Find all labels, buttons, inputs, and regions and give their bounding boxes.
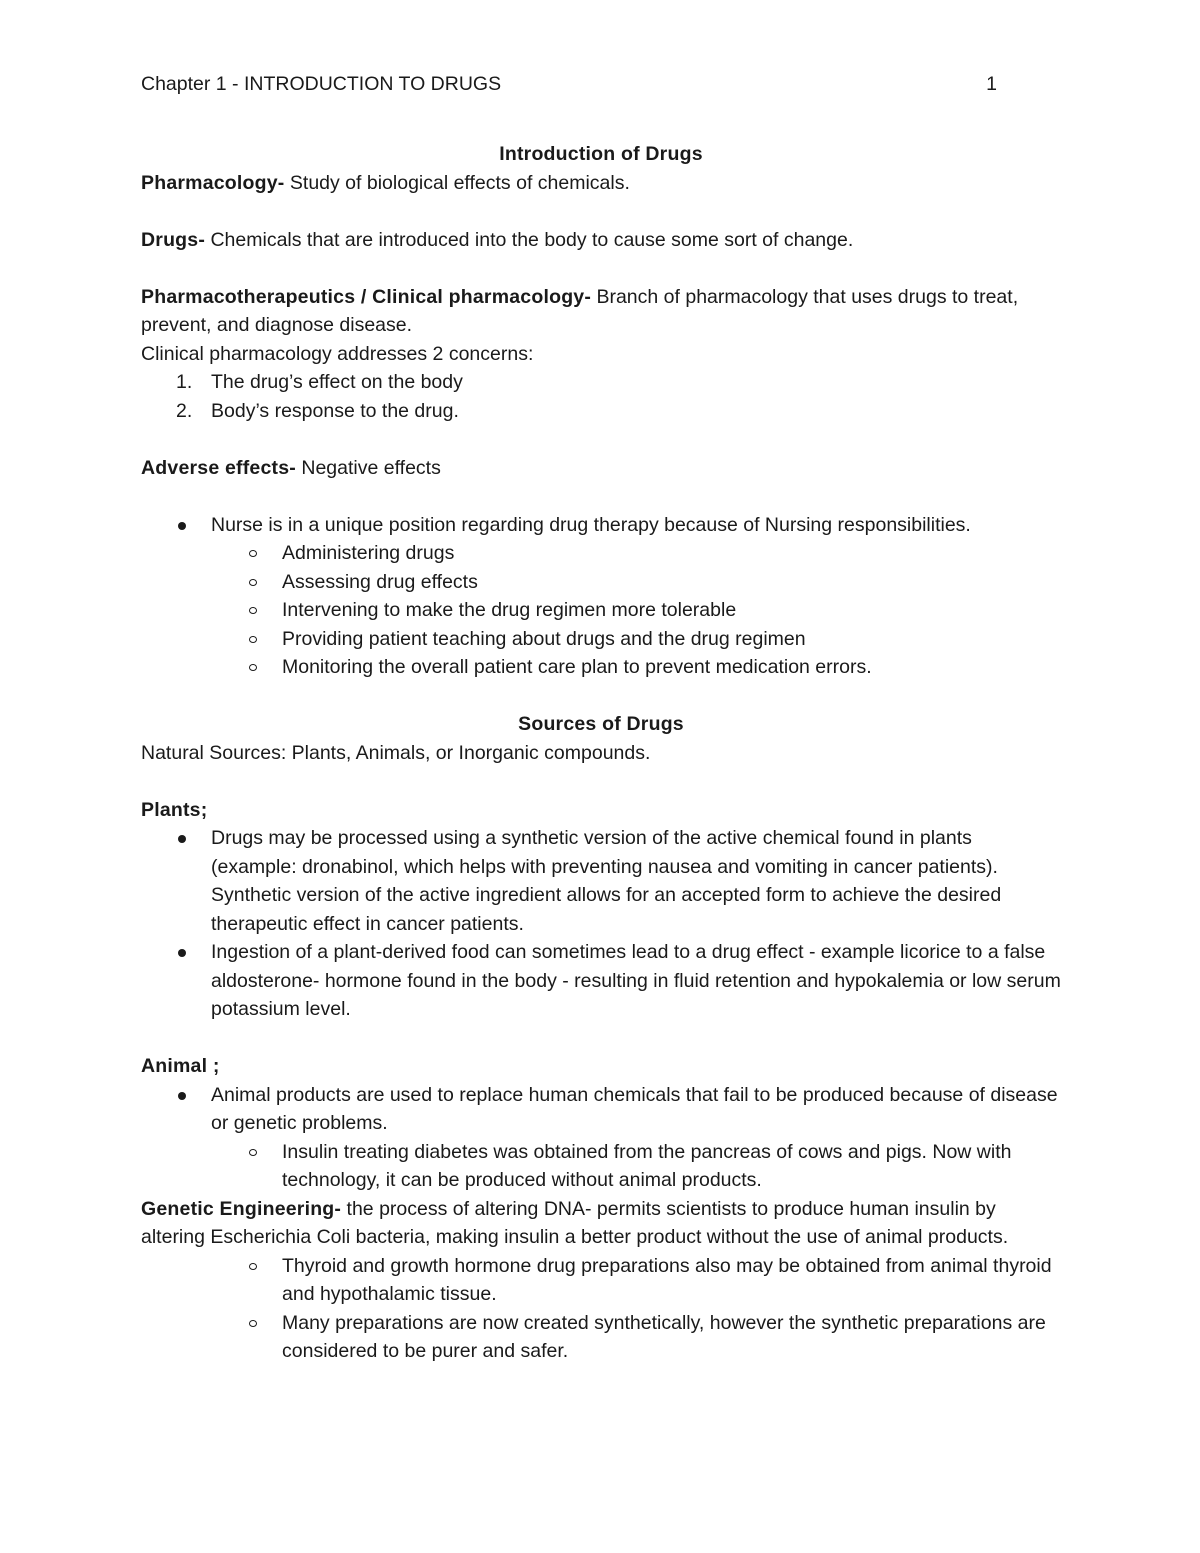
chapter-title: Chapter 1 - INTRODUCTION TO DRUGS: [141, 73, 502, 95]
circle-bullet-icon: [249, 636, 257, 643]
circle-bullet-icon: [249, 1149, 257, 1156]
term: Adverse effects-: [141, 456, 296, 479]
list-item: Administering drugs: [141, 539, 1061, 568]
list-item: Nurse is in a unique position regarding drug therapy because of Nursing responsibilities.: [141, 511, 1061, 540]
term: Genetic Engineering-: [141, 1197, 342, 1220]
natural-sources: Natural Sources: Plants, Animals, or Inorganic compounds.: [141, 741, 651, 764]
page-header: [141, 70, 997, 98]
list-item: Monitoring the overall patient care plan to prevent medication errors.: [141, 653, 1061, 682]
list-item: 2. Body’s response to the drug.: [176, 399, 459, 422]
definition-genetic-engineering: Genetic Engineering- the process of altering DNA- permits scientists to produce human insulin by altering Escherichia Coli bacteria, making insulin a better product without the use of animal products.: [141, 1197, 1009, 1248]
circle-bullet-icon: [249, 550, 257, 557]
animal-heading: Animal ;: [141, 1055, 220, 1077]
genetic-list: [141, 1252, 1061, 1366]
list-item: Insulin treating diabetes was obtained from the pancreas of cows and pigs. Now with technology, it can be produced without animal products.: [141, 1138, 1061, 1195]
document-body: [141, 140, 1061, 1366]
animal-list: [141, 1081, 1061, 1195]
definition-pharmacology: Pharmacology- Study of biological effects of chemicals.: [141, 171, 630, 194]
section-title-sources: Sources of Drugs: [518, 713, 684, 735]
list-item: Animal products are used to replace human chemicals that fail to be produced because of disease or genetic problems.: [141, 1081, 1061, 1138]
list-item: Intervening to make the drug regimen more tolerable: [141, 596, 1061, 625]
list-item: Providing patient teaching about drugs and the drug regimen: [141, 625, 1061, 654]
bullet-icon: [178, 835, 186, 843]
nurse-list: [141, 511, 1061, 682]
definition-pharmacotherapeutics: Pharmacotherapeutics / Clinical pharmacology- Branch of pharmacology that uses drugs to treat, prevent, and diagnose disease.: [141, 285, 1019, 336]
bullet-icon: [178, 949, 186, 957]
term: Pharmacology-: [141, 171, 285, 194]
bullet-icon: [178, 522, 186, 530]
clinical-concerns-intro: Clinical pharmacology addresses 2 concerns:: [141, 342, 534, 365]
page-number: 1: [986, 73, 997, 95]
list-item: Ingestion of a plant-derived food can sometimes lead to a drug effect - example licorice to a false aldosterone- hormone found in the body - resulting in fluid retention and hypokalemia or low serum potassium level.: [141, 938, 1061, 1024]
circle-bullet-icon: [249, 1320, 257, 1327]
term: Drugs-: [141, 228, 206, 251]
plants-list: [141, 824, 1061, 1024]
section-title-introduction: Introduction of Drugs: [499, 143, 703, 165]
definition-adverse-effects: Adverse effects- Negative effects: [141, 456, 441, 479]
term: Pharmacotherapeutics / Clinical pharmacology-: [141, 285, 592, 308]
list-item: 1. The drug’s effect on the body: [176, 371, 463, 393]
list-item: Thyroid and growth hormone drug preparations also may be obtained from animal thyroid and hypothalamic tissue.: [141, 1252, 1061, 1309]
circle-bullet-icon: [249, 579, 257, 586]
bullet-icon: [178, 1092, 186, 1100]
circle-bullet-icon: [249, 607, 257, 614]
definition-drugs: Drugs- Chemicals that are introduced into the body to cause some sort of change.: [141, 228, 854, 251]
list-item: Drugs may be processed using a synthetic version of the active chemical found in plants (example: dronabinol, which helps with preventing nausea and vomiting in cancer patients). Synthetic version of the active ingredient allows for an accepted form to achieve the desired therapeutic effect in cancer patients.: [141, 824, 1061, 938]
list-item: Many preparations are now created synthetically, however the synthetic preparations are considered to be purer and safer.: [141, 1309, 1061, 1366]
concerns-list: [141, 368, 1061, 425]
plants-heading: Plants;: [141, 798, 208, 821]
circle-bullet-icon: [249, 1263, 257, 1270]
list-item: Assessing drug effects: [141, 568, 1061, 597]
circle-bullet-icon: [249, 664, 257, 671]
